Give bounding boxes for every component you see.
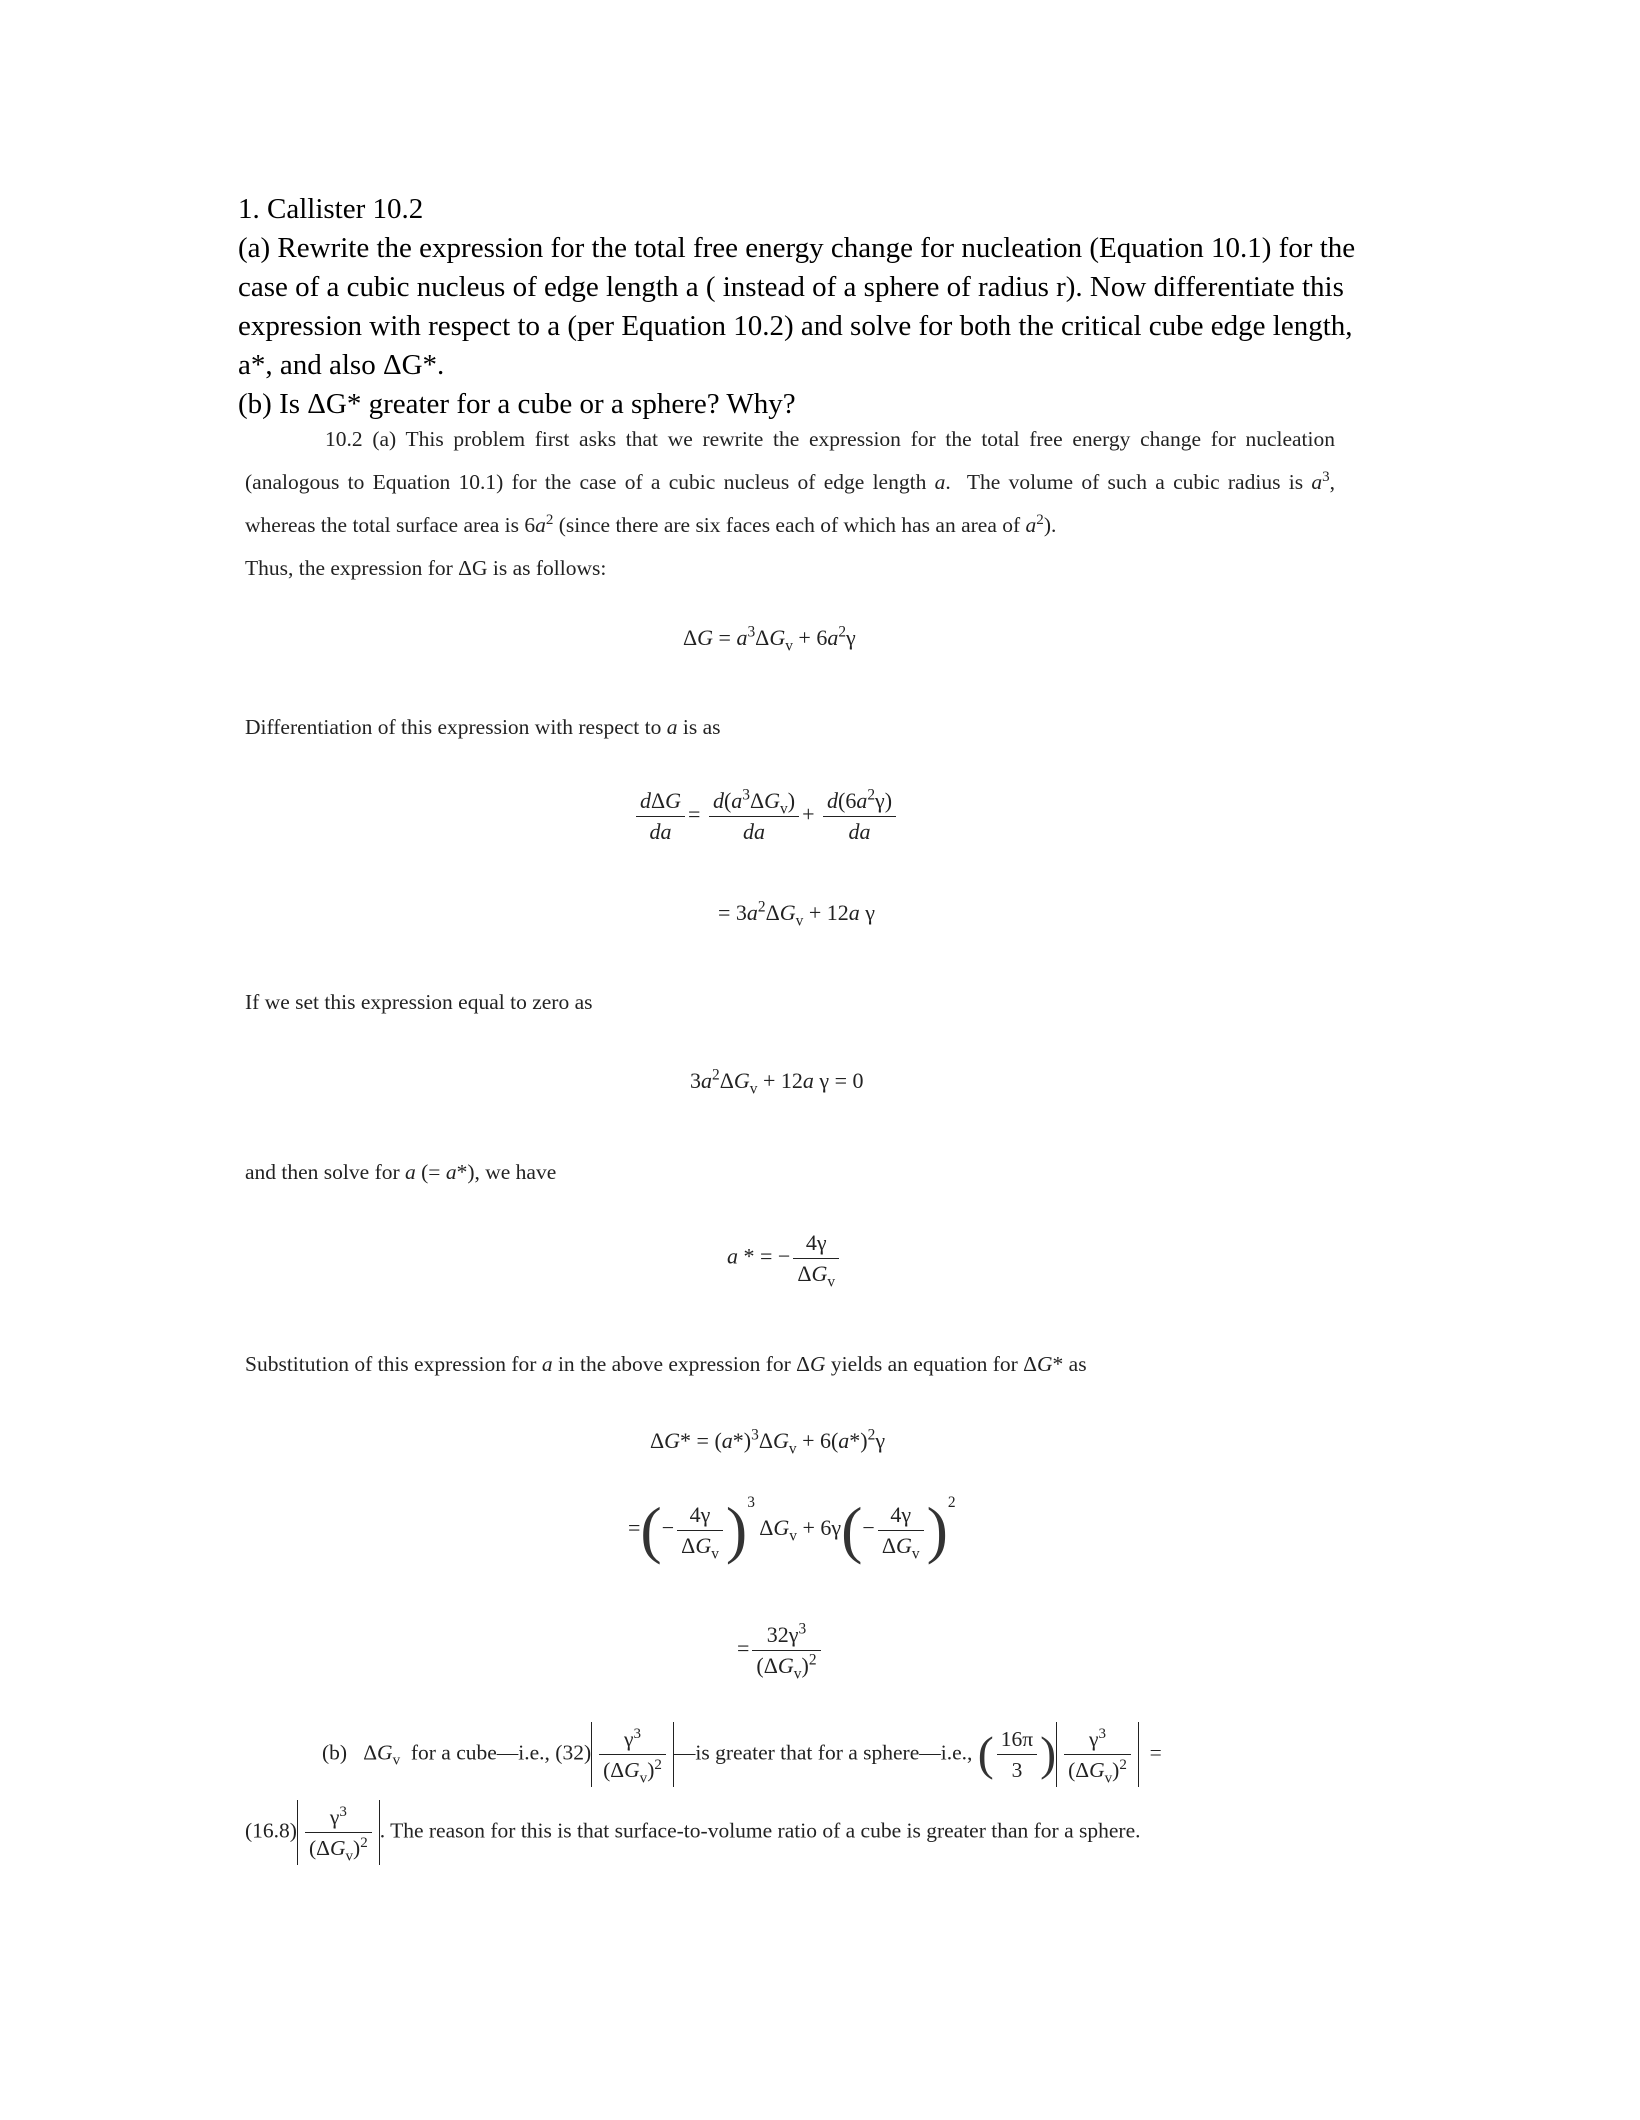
problem-statement [238, 190, 1388, 424]
intro-text-3: , whereas the total surface area is [245, 470, 1335, 537]
intro-text-5: ). [1043, 513, 1057, 537]
equation-derivative: $\frac{\text{dΔG}}{da}$ = $\frac{d(a^3\Delta G_v)}{da}$ + $\frac{d(6a^2\gamma)}{da}$ [633, 786, 899, 847]
equation-delta-g-star: $\Delta G* = (a*)^3\Delta G_v + 6(a*)^2\gamma$ [650, 1426, 886, 1458]
intro-text-4: (since there are six faces each of which has an area of [558, 513, 1021, 537]
equation-zero: $3a^2\Delta G_v + 12a$ γ = 0 [690, 1066, 864, 1098]
part-b-line-1: (b) $\Delta G_v$ for a cube—i.e., (32) $\frac{\gamma^3}{(\Delta G_v)^2}$ —is greater that for a sphere—i.e., ( $\frac{16\pi}{3}$ ) $\frac{\gamma^3}{(\Delta G_v)^2}$ = [322, 1722, 1322, 1787]
intro-text-6: Thus, the expression for ΔG is as follows: [245, 556, 607, 580]
problem-part-a: (a) Rewrite the expression for the total free energy change for nucleation (Equation 10.1) for the case of a cubic nucleus of edge length a ( instead of a sphere of radius r). Now differentiate this expression with respect to a (per Equation 10.2) and solve for both the critical cube edge length, a*, and also ΔG*. [238, 232, 1356, 381]
equation-critical-a: a * = − $\frac{4\gamma}{\Delta G_v}$ [727, 1228, 842, 1289]
equation-substituted: =(− $\frac{4\gamma}{\Delta G_v}$ )$^3$ $\Delta G_v + 6\gamma(-$ $\frac{4\gamma}{\Delta G_v}$ )$^2$ [628, 1494, 956, 1565]
equation-final-cube: = $\frac{32\gamma^3}{(\Delta G_v)^2}$ [737, 1620, 824, 1681]
problem-part-b: (b) Is ΔG* greater for a cube or a sphere? Why? [238, 388, 796, 420]
solution-intro: 10.2 (a) This problem first asks that we rewrite the expression for the total free energy change for nucleation (analogous to Equation 10.1) for the case of a cubic nucleus of edge length a. The volume of such a cubic radius is $a^3$, whereas the total surface area is $6a^2$ (since there are six faces each of which has an area of $a^2$). Thus, the expression for ΔG is as follows: [245, 427, 1335, 580]
part-b-line-2: (16.8) $\frac{\gamma^3}{(\Delta G_v)^2}$ . The reason for this is that surface-to-volume ratio of a cube is greater than for a sphere. [245, 1800, 1345, 1865]
intro-text-2: The volume of such a cubic radius is [966, 470, 1304, 494]
set-zero-text: If we set this expression equal to zero as [245, 990, 593, 1014]
intro-text-1: 10.2 (a) This problem first asks that we rewrite the expression for the total free energy change for nucleation (analogous to Equation 10.1) for the case of a cubic nucleus of edge length [245, 427, 1335, 494]
substitution-text: Substitution of this expression for a in the above expression for ΔG yields an equation for ΔG* as [245, 1352, 1087, 1376]
differentiation-text: Differentiation of this expression with respect to a is as [245, 715, 721, 739]
problem-title: 1. Callister 10.2 [238, 193, 424, 225]
equation-delta-g: $\Delta G = a^3\Delta G_v + 6a^2\gamma$ [683, 623, 856, 655]
solve-text: and then solve for a (= a*), we have [245, 1160, 557, 1184]
equation-derivative-result: = $3a^2\Delta G_v + 12a$ γ [718, 898, 876, 930]
